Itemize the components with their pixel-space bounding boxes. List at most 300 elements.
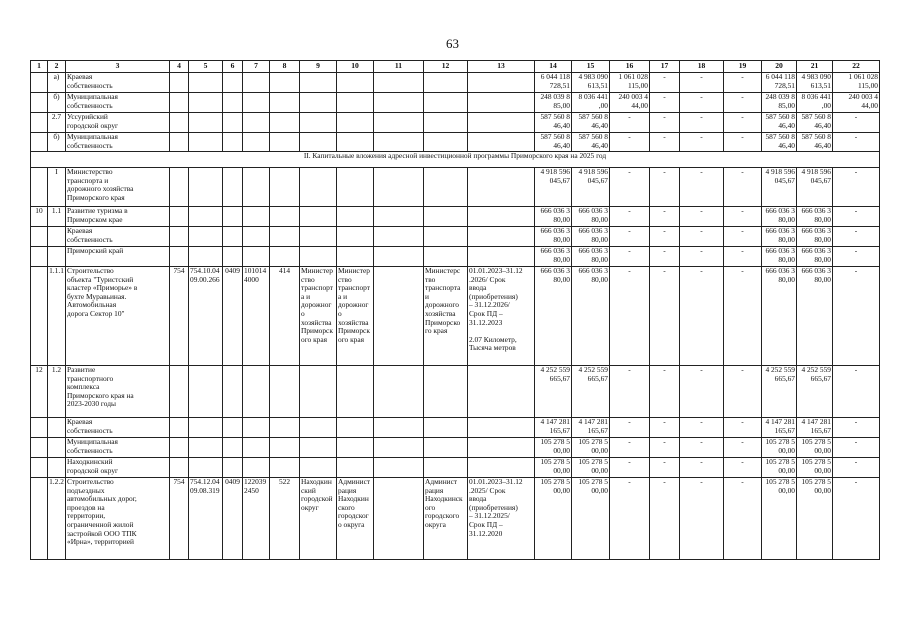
table-cell: 105 278 5 00,00 [572,478,610,560]
table-cell: 1 061 028 115,00 [833,73,880,93]
table-cell [243,227,270,247]
table-cell [31,168,48,207]
table-cell: Строительство объекта "Туристский кластер «Приморье» в бухте Муравьиная. Автомобильная дорога Сектор 10" [66,267,170,366]
table-cell: - [833,458,880,478]
table-cell: - [610,438,650,458]
table-cell [243,93,270,113]
table-cell [31,478,48,560]
table-cell [31,267,48,366]
table-cell [424,247,468,267]
table-cell: - [650,227,680,247]
table-cell: Министерс тво транспорта и дорожного хозяйства Приморско го края [424,267,468,366]
table-cell [31,227,48,247]
table-cell: 6 044 118 728,51 [535,73,572,93]
table-cell: 248 039 8 85,00 [535,93,572,113]
column-header: 1 [31,61,48,73]
table-cell [48,247,66,267]
table-cell [374,366,424,418]
table-cell [170,73,189,93]
table-cell: Находкин ский городской округ [300,478,337,560]
table-cell: 666 036 3 80,00 [535,227,572,247]
table-cell: Муниципальная собственность [66,438,170,458]
column-header: 6 [223,61,243,73]
table-cell: - [833,168,880,207]
column-header: 4 [170,61,189,73]
table-cell [300,438,337,458]
table-cell [31,418,48,438]
table-cell: 666 036 3 80,00 [572,207,610,227]
table-cell: - [680,168,724,207]
table-cell: Министер ство транспорт а и дорожног о хозяйства Приморск ого края [337,267,374,366]
table-cell: - [680,133,724,152]
column-header: 21 [797,61,833,73]
table-cell [170,113,189,133]
page-number: 63 [446,36,459,51]
table-cell [337,227,374,247]
table-cell: - [610,227,650,247]
table-cell: - [650,247,680,267]
table-cell: 666 036 3 80,00 [535,207,572,227]
table-cell: 105 278 5 00,00 [535,458,572,478]
table-cell [374,133,424,152]
table-cell: - [833,133,880,152]
table-cell [170,418,189,438]
table-cell [170,207,189,227]
table-body [31,61,880,560]
table-cell [243,207,270,227]
table-cell: 666 036 3 80,00 [535,247,572,267]
table-cell: 754.10.04 09.00.266 [189,267,223,366]
table-cell: 105 278 5 00,00 [535,438,572,458]
table-cell [223,366,243,418]
table-cell: 666 036 3 80,00 [762,247,797,267]
table-cell [223,227,243,247]
table-cell [270,133,300,152]
table-cell [468,73,535,93]
table-cell: - [833,478,880,560]
table-cell [31,93,48,113]
table-cell [223,418,243,438]
table-cell [243,168,270,207]
table-cell: - [833,207,880,227]
table-cell: 4 147 281 165,67 [762,418,797,438]
table-cell: 666 036 3 80,00 [797,267,833,366]
table-cell: - [680,93,724,113]
table-cell: 754 [170,267,189,366]
table-cell [48,227,66,247]
table-cell: - [650,438,680,458]
table-cell [374,73,424,93]
table-cell: - [650,418,680,438]
table-cell: 1.1.1 [48,267,66,366]
table-cell [270,113,300,133]
table-cell: 666 036 3 80,00 [762,227,797,247]
table-cell: - [724,133,762,152]
table-cell: 587 560 8 46,40 [535,133,572,152]
table-cell [270,73,300,93]
table-cell [31,438,48,458]
table-cell: 587 560 8 46,40 [572,133,610,152]
table-cell [270,458,300,478]
table-cell [337,207,374,227]
table-cell: 105 278 5 00,00 [572,458,610,478]
table-cell [468,227,535,247]
table-cell: 587 560 8 46,40 [797,113,833,133]
table-row [31,458,880,478]
table-cell: 4 147 281 165,67 [572,418,610,438]
table-cell: Находкинский городской округ [66,458,170,478]
table-cell [337,73,374,93]
table-cell [337,133,374,152]
table-cell: 1.2 [48,366,66,418]
column-header: 18 [680,61,724,73]
column-header: 12 [424,61,468,73]
table-cell: - [610,168,650,207]
column-header: 19 [724,61,762,73]
table-cell [424,133,468,152]
table-cell [31,73,48,93]
table-cell: 0409 [223,267,243,366]
table-cell: 587 560 8 46,40 [762,133,797,152]
table-cell: - [724,418,762,438]
table-row [31,438,880,458]
table-cell [189,73,223,93]
table-cell [300,113,337,133]
table-cell [300,207,337,227]
table-cell [270,227,300,247]
table-cell: - [680,73,724,93]
table-cell: 666 036 3 80,00 [797,247,833,267]
table-cell [468,438,535,458]
table-cell [270,207,300,227]
table-cell: 754 [170,478,189,560]
table-cell [374,247,424,267]
table-cell [374,227,424,247]
table-cell: 105 278 5 00,00 [797,458,833,478]
table-cell: 666 036 3 80,00 [535,267,572,366]
table-cell: - [650,478,680,560]
table-cell [300,227,337,247]
table-cell [300,168,337,207]
column-header: 16 [610,61,650,73]
table-cell: - [680,227,724,247]
table-cell: 4 147 281 165,67 [535,418,572,438]
table-cell [337,113,374,133]
table-cell [243,366,270,418]
table-row [31,227,880,247]
table-cell [243,133,270,152]
table-cell: 666 036 3 80,00 [762,267,797,366]
table-cell [223,207,243,227]
column-header: 7 [243,61,270,73]
table-cell: Уссурийский городской округ [66,113,170,133]
table-cell: 666 036 3 80,00 [572,247,610,267]
table-cell: 587 560 8 46,40 [762,113,797,133]
table-cell: 666 036 3 80,00 [797,207,833,227]
table-cell: б) [48,93,66,113]
table-cell: 122039 2450 [243,478,270,560]
table-cell: Краевая собственность [66,227,170,247]
column-header: 9 [300,61,337,73]
table-cell: - [724,458,762,478]
table-cell: 0409 [223,478,243,560]
table-cell [374,478,424,560]
table-cell [468,168,535,207]
table-cell: - [680,247,724,267]
table-cell [300,418,337,438]
table-cell [424,168,468,207]
table-cell: 666 036 3 80,00 [797,227,833,247]
table-cell [424,73,468,93]
table-cell [270,366,300,418]
table-row [31,478,880,560]
table-cell [223,133,243,152]
table-cell [243,247,270,267]
table-cell [300,458,337,478]
table-cell: 666 036 3 80,00 [572,267,610,366]
table-cell [468,113,535,133]
table-cell [170,438,189,458]
table-cell: - [724,366,762,418]
table-cell [243,418,270,438]
table-cell: 4 918 596 045,67 [572,168,610,207]
table-cell: 522 [270,478,300,560]
table-cell: 105 278 5 00,00 [762,438,797,458]
table-cell: - [650,366,680,418]
table-cell: - [650,73,680,93]
table-cell: Краевая собственность [66,73,170,93]
column-header: 14 [535,61,572,73]
table-cell: - [833,227,880,247]
table-cell [170,458,189,478]
table-cell: - [724,113,762,133]
column-header: 13 [468,61,535,73]
table-cell: 101014 4000 [243,267,270,366]
table-cell [424,366,468,418]
table-cell [424,113,468,133]
table-cell: - [724,267,762,366]
column-header: 8 [270,61,300,73]
table-row [31,418,880,438]
table-cell [424,207,468,227]
section-row [31,152,880,168]
table-cell: 4 252 559 665,67 [797,366,833,418]
table-cell [189,247,223,267]
table-cell [170,93,189,113]
table-cell: - [610,418,650,438]
table-cell: - [724,207,762,227]
table-cell [374,207,424,227]
column-header: 20 [762,61,797,73]
table-cell [223,73,243,93]
table-cell: 587 560 8 46,40 [535,113,572,133]
table-cell [170,168,189,207]
table-cell: 105 278 5 00,00 [797,438,833,458]
table-cell: 4 983 090 613,51 [797,73,833,93]
table-cell [337,93,374,113]
table-cell: - [650,113,680,133]
table-cell [31,133,48,152]
table-cell [170,133,189,152]
table-cell: Министерство транспорта и дорожного хозяйства Приморского края [66,168,170,207]
table-cell: 4 147 281 165,67 [797,418,833,438]
table-cell [243,73,270,93]
section-title: II. Капитальные вложения адресной инвестиционной программы Приморского края на 2025 год [31,152,880,168]
column-header: 3 [66,61,170,73]
column-header: 15 [572,61,610,73]
table-cell: - [680,418,724,438]
table-cell [468,247,535,267]
table-cell: - [724,168,762,207]
table-cell: - [833,418,880,438]
column-header: 11 [374,61,424,73]
table-cell: - [650,133,680,152]
table-cell [337,168,374,207]
table-cell [31,458,48,478]
table-row [31,168,880,207]
table-cell: 1.2.2 [48,478,66,560]
table-cell [300,133,337,152]
table-cell: - [610,267,650,366]
table-cell [189,113,223,133]
table-cell [300,366,337,418]
table-cell: - [724,93,762,113]
table-cell: - [650,458,680,478]
table-cell [223,438,243,458]
table-row [31,247,880,267]
table-cell [337,438,374,458]
table-cell [48,418,66,438]
table-cell: - [610,247,650,267]
table-cell: - [650,207,680,227]
column-header: 10 [337,61,374,73]
table-cell: 2.7 [48,113,66,133]
table-cell [170,247,189,267]
table-cell [337,366,374,418]
table-cell: - [724,247,762,267]
table-cell: 587 560 8 46,40 [797,133,833,152]
table-cell [270,418,300,438]
table-cell: - [680,113,724,133]
table-cell [189,418,223,438]
table-cell: 240 003 4 44,00 [610,93,650,113]
table-cell [270,438,300,458]
table-cell: Админист рация Находкинск ого городского округа [424,478,468,560]
table-cell [223,93,243,113]
table-cell: 4 252 559 665,67 [572,366,610,418]
table-row [31,133,880,152]
table-cell: 4 252 559 665,67 [535,366,572,418]
table-cell [48,458,66,478]
table-cell: 4 252 559 665,67 [762,366,797,418]
column-header: 5 [189,61,223,73]
table-cell [468,366,535,418]
table-cell: Муниципальная собственность [66,133,170,152]
table-cell: 754.12.04 09.08.319 [189,478,223,560]
table-cell: 01.01.2023–31.12 .2026/ Срок ввода (приобретения) – 31.12.2026/ Срок ПД – 31.12.2023 2.07 Километр, Тысяча метров [468,267,535,366]
table-cell: - [610,366,650,418]
table-cell: 4 918 596 045,67 [797,168,833,207]
table-cell: 01.01.2023–31.12 .2025/ Срок ввода (приобретения) – 31.12.2025/ Срок ПД – 31.12.2020 [468,478,535,560]
table-cell: 8 036 441 ,00 [797,93,833,113]
table-cell [189,207,223,227]
investment-table [30,60,880,560]
table-cell [189,133,223,152]
table-cell [424,418,468,438]
table-cell [424,458,468,478]
table-cell [374,418,424,438]
table-cell [170,227,189,247]
table-cell: - [610,458,650,478]
table-cell [468,418,535,438]
table-cell: 105 278 5 00,00 [762,478,797,560]
table-cell [243,113,270,133]
table-cell [223,168,243,207]
table-cell [374,267,424,366]
table-cell: 105 278 5 00,00 [797,478,833,560]
column-header: 2 [48,61,66,73]
table-cell [374,458,424,478]
table-cell: б) [48,133,66,152]
table-cell: 4 918 596 045,67 [535,168,572,207]
table-cell [223,113,243,133]
table-cell: 1 061 028 115,00 [610,73,650,93]
table-cell [424,438,468,458]
table-cell: 248 039 8 85,00 [762,93,797,113]
table-cell [300,247,337,267]
table-cell: Админист рация Находкин ского городског о округа [337,478,374,560]
table-cell: 1.1 [48,207,66,227]
table-cell: а) [48,73,66,93]
table-cell: - [650,267,680,366]
table-cell: - [680,458,724,478]
table-cell [223,247,243,267]
table-cell: - [610,207,650,227]
table-cell: - [650,168,680,207]
table-cell: - [680,366,724,418]
table-cell [374,113,424,133]
table-cell: - [724,73,762,93]
table-cell [189,168,223,207]
table-cell: - [833,267,880,366]
table-cell: - [724,478,762,560]
table-cell [468,133,535,152]
table-cell: - [833,438,880,458]
table-cell [189,438,223,458]
table-cell [468,458,535,478]
table-cell: - [724,227,762,247]
table-cell: - [680,478,724,560]
table-cell: - [680,267,724,366]
table-cell: Министер ство транспорт а и дорожног о хозяйства Приморск ого края [300,267,337,366]
table-cell [48,438,66,458]
table-cell: Муниципальная собственность [66,93,170,113]
table-cell [170,366,189,418]
table-cell: Краевая собственность [66,418,170,438]
table-cell [31,247,48,267]
table-cell: 8 036 441 ,00 [572,93,610,113]
table-cell [243,438,270,458]
column-header: 17 [650,61,680,73]
table-cell: 4 918 596 045,67 [762,168,797,207]
table-cell: 10 [31,207,48,227]
table-cell: 587 560 8 46,40 [572,113,610,133]
table-cell [270,247,300,267]
table-row [31,113,880,133]
table-row [31,366,880,418]
table-cell [270,93,300,113]
table-cell [424,227,468,247]
